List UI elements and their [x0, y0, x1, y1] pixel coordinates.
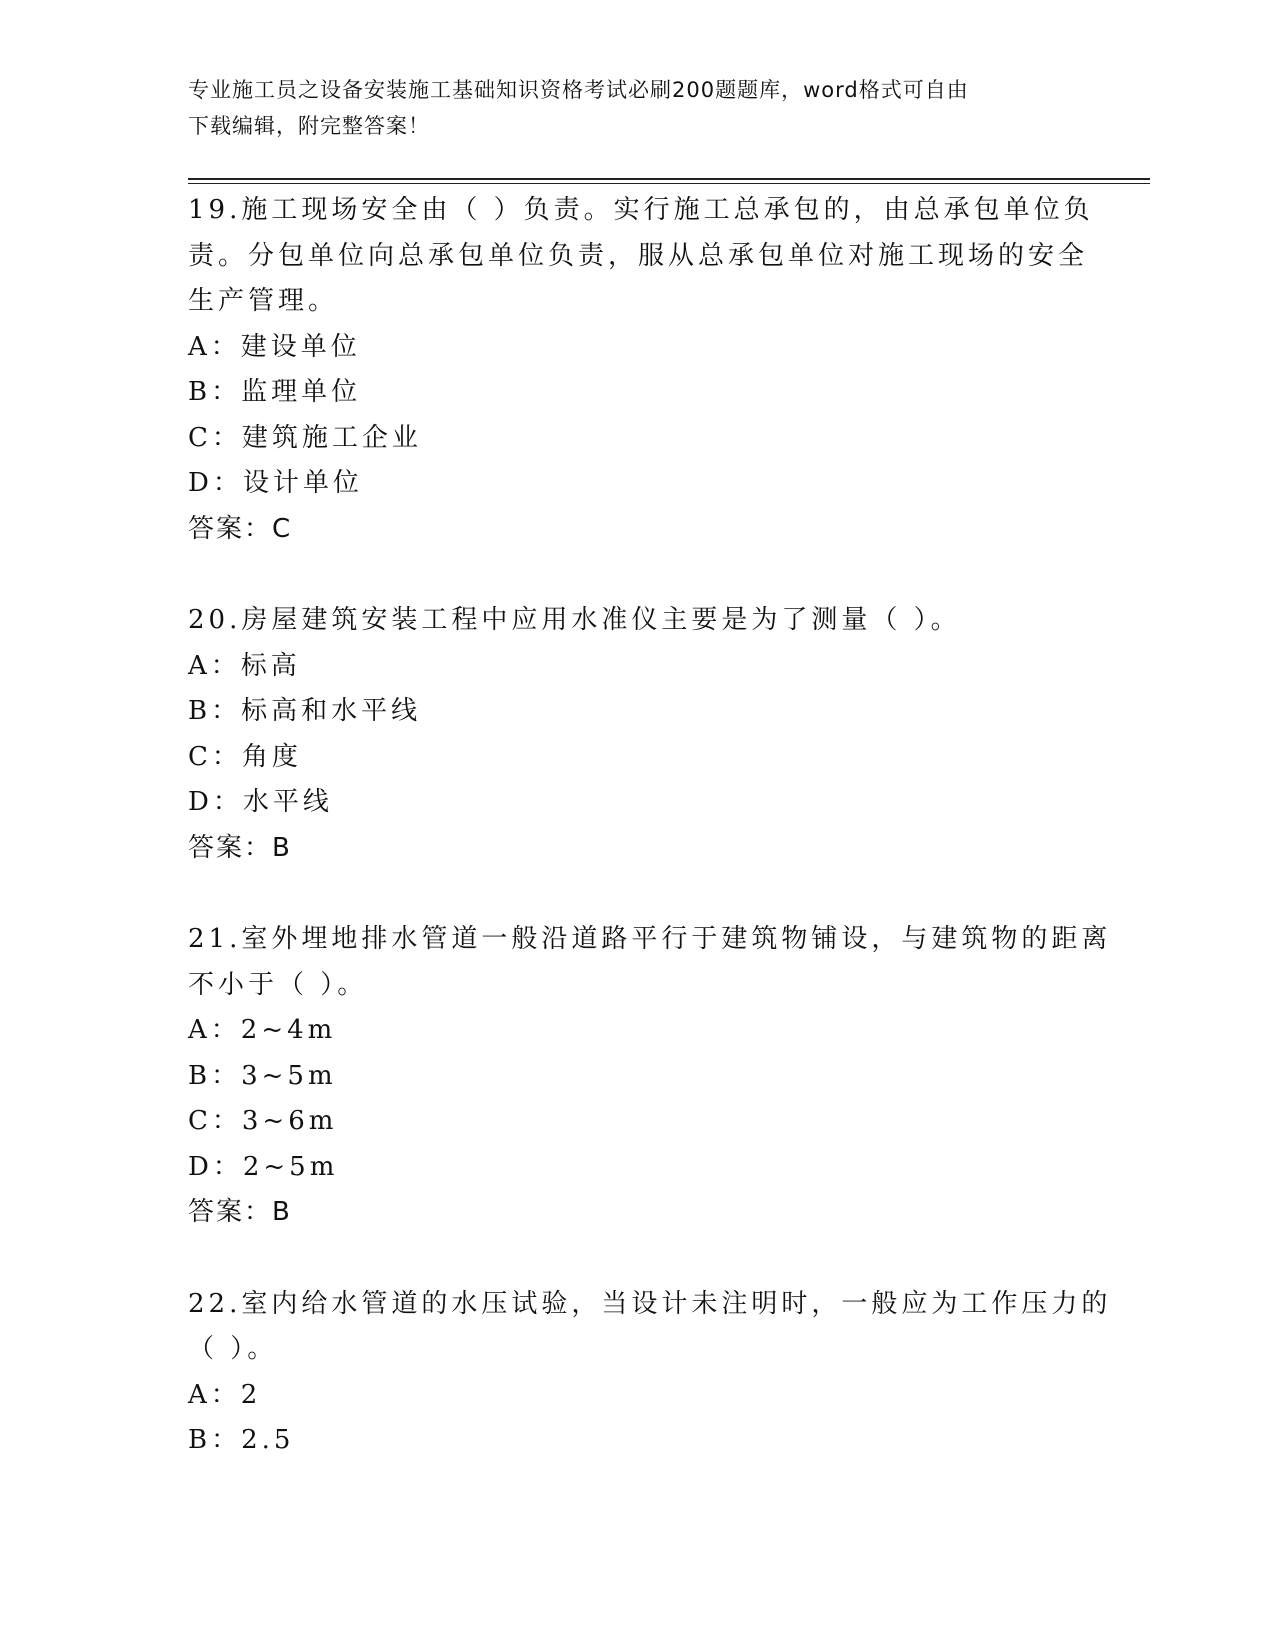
option-a: A：2~4m [188, 1015, 337, 1045]
answer-line: 答案：B [188, 1197, 292, 1227]
question-21 [188, 917, 1112, 1236]
answer-line: 答案：B [188, 832, 292, 863]
option-a: A：标高 [188, 650, 301, 681]
document-header [188, 72, 1088, 144]
option-b: B：监理单位 [188, 377, 362, 407]
option-b: B：标高和水平线 [188, 696, 422, 726]
option-c: C：3~6m [188, 1106, 338, 1136]
question-text: 20.房屋建筑安装工程中应用水准仪主要是为了测量（ ）。 [188, 605, 961, 635]
header-line: 专业施工员之设备安装施工基础知识资格考试必刷200题题库，word格式可自由 [188, 78, 969, 102]
option-d: D：2~5m [188, 1151, 339, 1182]
header-divider-thick [188, 178, 1150, 180]
option-c: C：角度 [188, 741, 302, 772]
question-list [188, 188, 1112, 1510]
option-d: D：设计单位 [188, 468, 363, 498]
question-text: 22.室内给水管道的水压试验，当设计未注明时，一般应为工作压力的 [188, 1288, 1112, 1319]
question-text: 责。分包单位向总承包单位负责，服从总承包单位对施工现场的安全 [188, 240, 1089, 271]
option-a: A：建设单位 [188, 331, 361, 362]
header-divider-thin [188, 183, 1150, 184]
question-text: 不小于（ ）。 [188, 969, 368, 1000]
option-d: D：水平线 [188, 787, 333, 817]
header-line: 下载编辑，附完整答案！ [188, 114, 430, 138]
question-20 [188, 598, 1088, 871]
option-c: C：建筑施工企业 [188, 422, 422, 453]
question-text: （ ）。 [188, 1334, 278, 1364]
option-b: B：3~5m [188, 1060, 337, 1091]
question-text: 19.施工现场安全由（ ）负责。实行施工总承包的，由总承包单位负 [188, 195, 1094, 225]
question-19 [188, 188, 1094, 552]
question-text: 21.室外埋地排水管道一般沿道路平行于建筑物铺设，与建筑物的距离 [188, 924, 1112, 954]
answer-line: 答案：C [188, 513, 293, 544]
option-b: B：2.5 [188, 1425, 295, 1455]
question-text: 生产管理。 [188, 286, 339, 316]
option-a: A：2 [188, 1379, 262, 1410]
question-22 [188, 1282, 1112, 1464]
